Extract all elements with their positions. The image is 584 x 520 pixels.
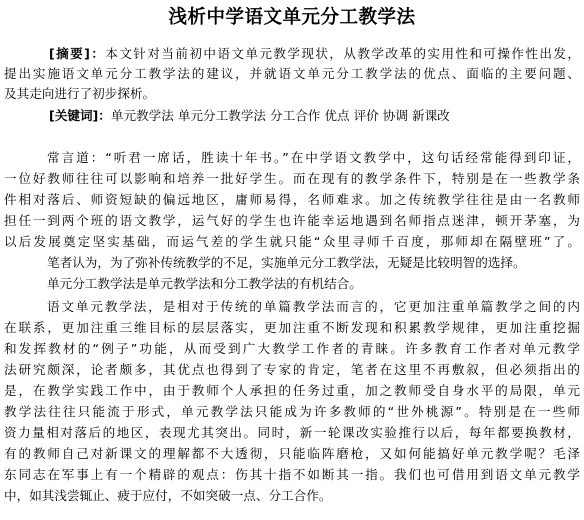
abstract-line: [摘要]：本文针对当前初中语文单元教学现状，从教学改革的实用性和可操作性出发， xyxy=(49,46,580,61)
body-line: 中，如其浅尝辄止、疲于应付，不如突破一点、分工合作。 xyxy=(4,488,332,503)
body-line: 教学法往往只能流于形式，单元教学法只能成为许多教师的“世外桃源”。特别是在一些师 xyxy=(4,404,580,419)
body-line: 语文单元教学法，是相对于传统的单篇教学法而言的，它更加注重单篇教学之间的内 xyxy=(47,299,580,314)
body-line: 单元分工教学法是单元教学法和分工教学法的有机结合。 xyxy=(47,276,362,291)
keywords-line xyxy=(4,106,580,126)
body-line: 在联系，更加注重三维目标的层层落实，更加注重不断发现和积累教学规律，更加注重挖掘 xyxy=(4,320,580,335)
body-line: 资力量相对落后的地区，表现尤其突出。同时，新一轮课改实验推行以后，每年都要换教材， xyxy=(4,425,580,440)
body-line: 一位好教师往往可以影响和培养一批好学生。而在现有的教学条件下，特别是在一些教学条 xyxy=(4,171,580,186)
abstract-label: [摘要]： xyxy=(49,46,106,61)
body-line: 法研究颇深，论者颇多，其优点也得到了专家的肯定，笔者在这里不再敷叙，但必须指出的 xyxy=(4,362,580,377)
page-title: 浅析中学语文单元分工教学法 xyxy=(168,7,416,28)
abstract-line: 提出实施语文单元分工教学法的建议，并就语文单元分工教学法的优点、面临的主要问题、 xyxy=(4,66,580,81)
body-line: 笔者认为，为了弥补传统教学的不足，实施单元分工教学法，无疑是比较明智的选择。 xyxy=(47,255,526,270)
body-line: 和发挥教材的“例子”功能，从而受到广大教学工作者的青睐。许多教育工作者对单元教学 xyxy=(4,341,580,356)
body-line: 是，在教学实践工作中，由于教师个人承担的任务过重，加之教师受自身水平的局限，单元 xyxy=(4,383,580,398)
keywords-label: [关键词]： xyxy=(49,108,111,123)
body-line: 东同志在军事上有一个精辟的观点：伤其十指不如断其一指。我们也可借用到语文单元教学 xyxy=(4,467,580,482)
abstract-line: 及其走向进行了初步探析。 xyxy=(4,86,156,101)
body-line: 以后发展奠定坚实基础，而运气差的学生就只能“众里寻师千百度，那师却在隔壁班”了。 xyxy=(4,234,580,249)
body-line: 常言道：“听君一席话，胜读十年书。”在中学语文教学中，这句话经常能得到印证， xyxy=(47,150,580,165)
body-line: 有的教师自己对新课文的理解都不大透彻，只能临阵磨枪，又如何能搞好单元教学呢？毛泽 xyxy=(4,446,580,461)
body-line: 件相对落后、师资短缺的偏远地区，庸师易得，名师难求。加之传统教学往往是由一名教师 xyxy=(4,192,580,207)
keywords-text: 单元教学法 单元分工教学法 分工合作 优点 评价 协调 新课改 xyxy=(110,108,450,123)
body-line: 担任一到两个班的语文教学，运气好的学生也许能幸运地遇到名师指点迷津，顿开茅塞，为 xyxy=(4,213,580,228)
